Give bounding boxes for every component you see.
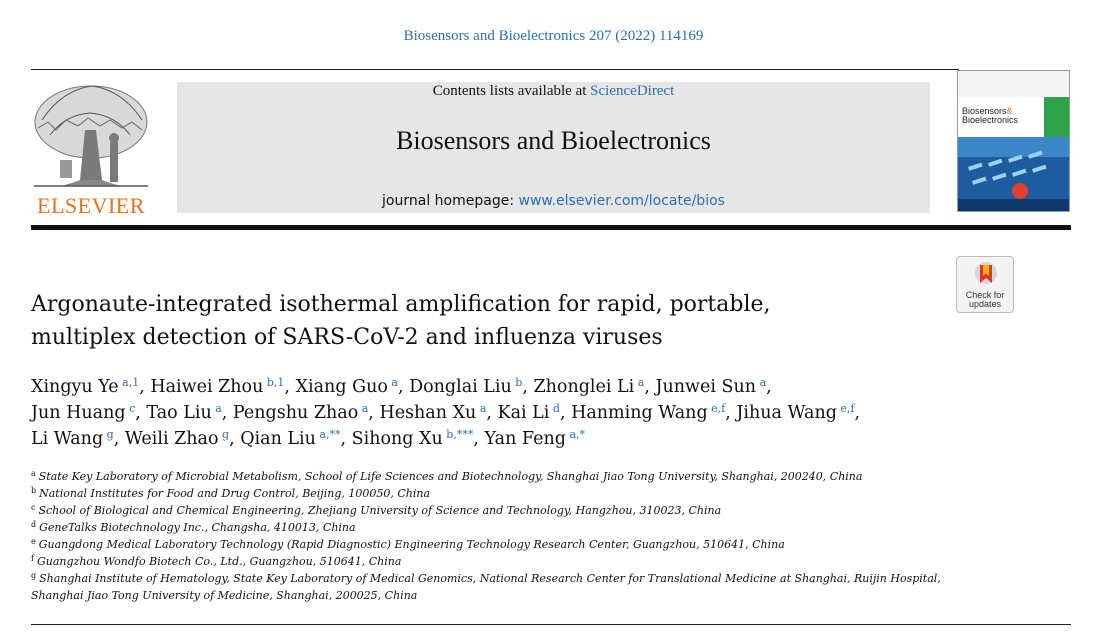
affiliation-item [31, 519, 991, 536]
author-line: Jun Huang $^c$, Tao Liu $^a$, Pengshu Zhao $^a$, Heshan Xu $^a$, Kai Li $^d$, Hanming Wang $^{e,f}$, Jihua Wang $^{e,f}$, [31, 402, 861, 423]
cover-title-line1: Biosensors [962, 106, 1007, 116]
affiliation-item [31, 587, 991, 604]
author-affiliation-marker[interactable]: a [391, 376, 398, 389]
author-name[interactable]: Heshan Xu [379, 403, 477, 423]
author-name[interactable]: Haiwei Zhou [150, 377, 264, 397]
homepage-link[interactable]: www.elsevier.com/locate/bios [518, 193, 725, 209]
affiliation-label: d [31, 520, 37, 529]
author-affiliation-marker[interactable]: b,1 [266, 376, 285, 389]
affiliation-item [31, 502, 991, 519]
affiliation-text: Shanghai Institute of Hematology, State Key Laboratory of Medical Genomics, National Research Center for Translational Medicine at Shanghai, Ruijin Hospital, [39, 572, 941, 585]
author-name[interactable]: Junwei Sun [655, 377, 757, 397]
author-name[interactable]: Weili Zhao [124, 429, 219, 449]
affiliation-item [31, 553, 991, 570]
author-affiliation-marker[interactable]: b,*** [446, 428, 474, 441]
cover-green-band [1044, 97, 1069, 137]
author-line: Li Wang $^g$, Weili Zhao $^g$, Qian Liu $^{a,**}$, Sihong Xu $^{b,***}$, Yan Feng $^{a,*}$ [31, 428, 586, 449]
banner-rule [31, 225, 1071, 230]
affiliation-item [31, 536, 991, 553]
homepage-line [177, 193, 930, 209]
journal-cover[interactable] [957, 70, 1070, 212]
author-affiliation-marker[interactable]: a,** [319, 428, 341, 441]
author-name[interactable]: Kai Li [497, 403, 550, 423]
author-affiliation-marker[interactable]: a [637, 376, 645, 389]
author-name[interactable]: Jun Huang [31, 403, 126, 423]
contents-prefix: Contents lists available at [432, 83, 591, 99]
affiliation-text: School of Biological and Chemical Engineering, Zhejiang University of Science and Technology, Hangzhou, 310023, China [38, 504, 722, 517]
cover-top-band [958, 71, 1069, 97]
header-rule [31, 69, 959, 70]
author-name[interactable]: Jihua Wang [736, 403, 837, 423]
journal-banner [177, 82, 930, 213]
author-affiliation-marker[interactable]: c [129, 402, 136, 415]
elsevier-wordmark: ELSEVIER [37, 193, 145, 218]
affiliation-item [31, 570, 991, 587]
sciencedirect-link[interactable]: ScienceDirect [590, 83, 675, 99]
author-affiliation-marker[interactable]: a [361, 402, 369, 415]
affiliation-label: f [31, 554, 34, 563]
author-affiliation-marker[interactable]: a,* [569, 428, 586, 441]
check-for-updates-label [957, 291, 1013, 309]
author-affiliation-marker[interactable]: d [552, 402, 560, 415]
author-name[interactable]: Zhonglei Li [533, 377, 635, 397]
cover-title-line2: Bioelectronics [962, 115, 1019, 125]
author-name[interactable]: Pengshu Zhao [232, 403, 359, 423]
author-list [31, 374, 941, 452]
author-name[interactable]: Hanming Wang [571, 403, 708, 423]
author-affiliation-marker[interactable]: e,f [840, 402, 855, 415]
affiliation-item [31, 468, 991, 485]
journal-title: Biosensors and Bioelectronics [396, 126, 711, 155]
affiliation-text: GeneTalks Biotechnology Inc., Changsha, 410013, China [39, 521, 356, 534]
contents-line [177, 83, 930, 100]
author-affiliation-marker[interactable]: a,1 [122, 376, 140, 389]
article-title [31, 288, 931, 354]
affiliation-text: Shanghai Jiao Tong University of Medicine, Shanghai, 200025, China [31, 589, 418, 602]
affiliation-text: National Institutes for Food and Drug Control, Beijing, 100050, China [39, 487, 431, 500]
author-name[interactable]: Yan Feng [484, 429, 566, 449]
check-for-updates-button[interactable] [956, 256, 1014, 313]
cover-image-icon [958, 137, 1069, 211]
footer-rule [31, 624, 1071, 625]
author-affiliation-marker[interactable]: g [222, 428, 230, 441]
author-affiliation-marker[interactable]: e,f [711, 402, 726, 415]
affiliation-text: State Key Laboratory of Microbial Metabolism, School of Life Sciences and Biotechnology, Shanghai Jiao Tong University, Shanghai, 200240, China [38, 470, 863, 483]
article-title-line2: multiplex detection of SARS-CoV-2 and influenza viruses [31, 325, 663, 350]
author-name[interactable]: Qian Liu [240, 429, 316, 449]
author-affiliation-marker[interactable]: a [215, 402, 222, 415]
author-name[interactable]: Li Wang [31, 429, 104, 449]
cover-title [962, 107, 1018, 125]
affiliation-text: Guangdong Medical Laboratory Technology (Rapid Diagnostic) Engineering Technology Research Center, Guangzhou, 510641, China [38, 538, 785, 551]
author-line: Xingyu Ye $^{a,1}$, Haiwei Zhou $^{b,1}$, Xiang Guo $^a$, Donglai Liu $^b$, Zhonglei Li $^a$, Junwei Sun $^a$, [31, 376, 772, 397]
check-for-updates-icon [974, 261, 998, 289]
homepage-prefix: journal homepage: [382, 193, 519, 209]
author-affiliation-marker[interactable]: a [479, 402, 487, 415]
check-line1: Check for [965, 290, 1005, 300]
affiliation-label: c [31, 503, 36, 512]
elsevier-logo[interactable] [30, 80, 152, 218]
elsevier-tree-logo-icon [30, 80, 152, 190]
author-name[interactable]: Xiang Guo [295, 377, 388, 397]
author-affiliation-marker[interactable]: a [759, 376, 767, 389]
author-name[interactable]: Donglai Liu [409, 377, 512, 397]
author-name[interactable]: Xingyu Ye [31, 377, 119, 397]
citation-header[interactable]: Biosensors and Bioelectronics 207 (2022) 114169 [403, 28, 704, 44]
author-affiliation-marker[interactable]: g [106, 428, 114, 441]
affiliation-item [31, 485, 991, 502]
author-name[interactable]: Tao Liu [146, 403, 212, 423]
affiliation-label: g [31, 571, 37, 580]
article-title-line1: Argonaute-integrated isothermal amplification for rapid, portable, [31, 292, 771, 317]
affiliation-list [31, 468, 991, 604]
check-line2: updates [968, 299, 1002, 309]
cover-amp: & [1006, 106, 1013, 116]
affiliation-label: e [31, 537, 36, 546]
author-affiliation-marker[interactable]: b [515, 376, 523, 389]
affiliation-text: Guangzhou Wondfo Biotech Co., Ltd., Guangzhou, 510641, China [36, 555, 402, 568]
affiliation-label: b [31, 486, 37, 495]
affiliation-label: a [31, 469, 36, 478]
author-name[interactable]: Sihong Xu [351, 429, 443, 449]
